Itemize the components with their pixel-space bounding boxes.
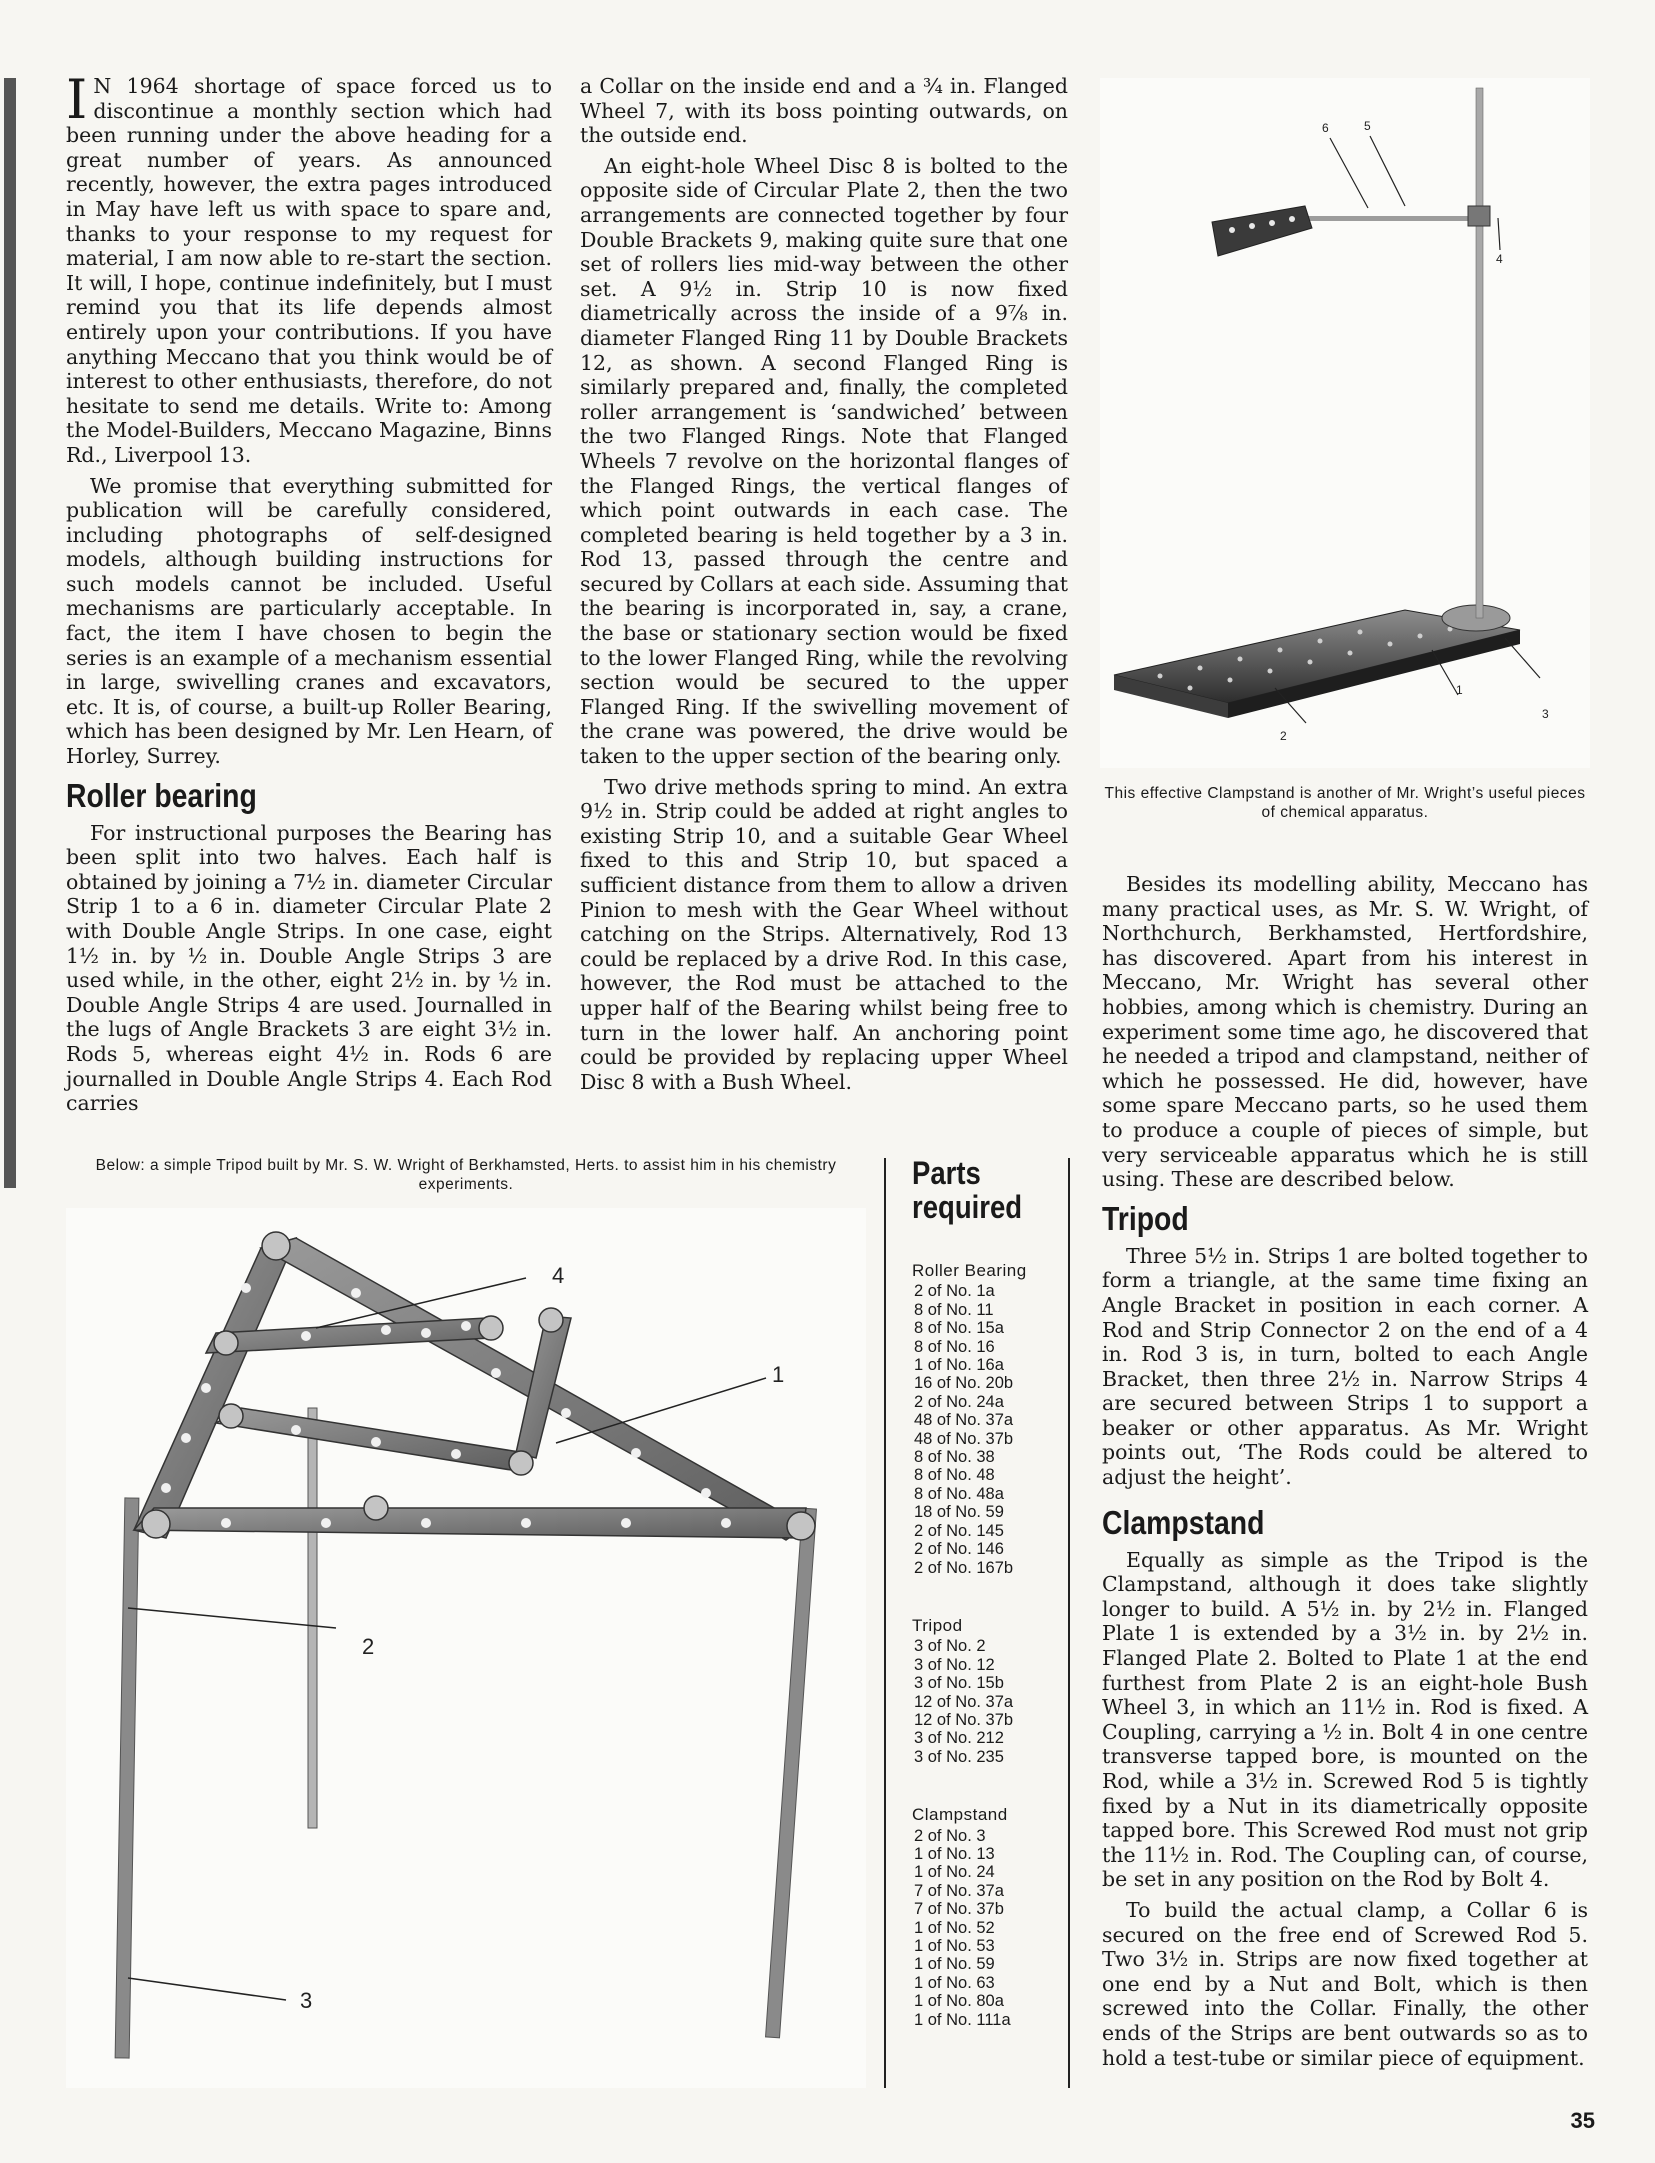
parts-item: 2 of No. 145 — [914, 1521, 1004, 1540]
tripod-illustration — [66, 1208, 866, 2088]
parts-divider-right — [1068, 1158, 1070, 2088]
parts-item: 1 of No. 80a — [914, 1992, 1004, 2011]
drop-cap: I — [66, 68, 88, 131]
parts-item: 16 of No. 20b — [914, 1374, 1014, 1393]
parts-item: 1 of No. 13 — [914, 1844, 995, 1863]
parts-item: 2 of No. 167b — [914, 1558, 1014, 1577]
callout-label: 1 — [772, 1362, 785, 1387]
paragraph: a Collar on the inside end and a ¾ in. Flanged Wheel 7, with its boss pointing outwards, on the outside end. — [580, 74, 1068, 148]
callout-label: 2 — [1280, 729, 1287, 743]
paragraph: Two drive methods spring to mind. An extra 9½ in. Strip could be added at right angles to existing Strip 10, and a suitable Gear Wheel fixed to this and Strip 10, but spaced a sufficient distance from them to allow a driven Pinion to mesh with the Gear Wheel without catching on the Strips. Alternatively, Rod 13 could be replaced by a drive Rod. In this case, however, the Rod must be attached to the upper half of the Bearing whilst being free to turn in the lower half. An anchoring point could be provided by replacing upper Wheel Disc 8 with a Bush Wheel. — [580, 774, 1068, 1094]
parts-item: 3 of No. 235 — [914, 1747, 1004, 1766]
callout-label: 4 — [1496, 252, 1503, 266]
section-heading-roller-bearing: Roller bearing — [66, 776, 257, 814]
parts-item: 1 of No. 52 — [914, 1918, 995, 1937]
parts-divider-left — [884, 1158, 886, 2088]
parts-item: 48 of No. 37b — [914, 1429, 1014, 1448]
parts-item: 8 of No. 48a — [914, 1484, 1004, 1503]
clampstand-photo — [1100, 78, 1590, 768]
tripod-photo — [66, 1208, 866, 2088]
right-column — [1102, 872, 1588, 2076]
parts-group-title: Tripod — [912, 1615, 963, 1635]
middle-column — [580, 74, 1068, 1100]
section-heading-tripod: Tripod — [1102, 1199, 1189, 1237]
callout-label: 2 — [362, 1634, 375, 1659]
parts-item: 8 of No. 38 — [914, 1448, 995, 1467]
parts-item: 8 of No. 11 — [914, 1300, 994, 1319]
parts-item: 8 of No. 48 — [914, 1466, 995, 1485]
parts-item: 1 of No. 24 — [914, 1863, 995, 1882]
paragraph: An eight-hole Wheel Disc 8 is bolted to the opposite side of Circular Plate 2, then the two arrangements are connected together by four Double Brackets 9, making quite sure that one set of rollers lies mid-way between the other set. A 9½ in. Strip 10 is now fixed diametrically across the inside of a 9⅞ in. diameter Flanged Ring 11 by Double Brackets 12, as shown. A second Flanged Ring is similarly prepared and, finally, the completed roller arrangement is ‘sandwiched’ between the two Flanged Rings. Note that Flanged Wheels 7 revolve on the horizontal flanges of the Flanged Rings, the vertical flanges of which point outwards in each case. The completed bearing is held together by a 3 in. Rod 13, passed through the centre and secured by Collars at each side. Assuming that the bearing is incorporated in, say, a crane, the base or stationary section would be fixed to the lower Flanged Ring, while the revolving section would be secured to the upper Flanged Ring. If the swivelling movement of the crane was powered, the drive would be taken to the upper section of the bearing only. — [580, 153, 1069, 769]
left-column — [66, 68, 552, 1122]
parts-item: 2 of No. 24a — [914, 1392, 1004, 1411]
margin-bar — [4, 78, 16, 1188]
parts-item: 8 of No. 15a — [914, 1319, 1004, 1338]
callout-label: 3 — [300, 1988, 313, 2013]
parts-item: 8 of No. 16 — [914, 1337, 995, 1356]
clampstand-illustration — [1100, 78, 1590, 768]
parts-item: 2 of No. 3 — [914, 1826, 986, 1845]
paragraph: We promise that everything submitted for publication will be carefully considered, including photographs of self-designed models, although building instructions for such models cannot be included. Useful mechanisms are particularly acceptable. In fact, the item I have chosen to begin the series is an example of a mechanism essential in large, swivelling cranes and excavators, etc. It is, of course, a built-up Roller Bearing, which has been designed by Mr. Len Hearn, of Horley, Surrey. — [66, 473, 552, 769]
callout-label: 3 — [1542, 707, 1549, 721]
parts-group-title: Clampstand — [912, 1805, 1008, 1825]
intro-paragraph: I N 1964 shortage of space forced us to discontinue a monthly section which had been running under the above heading for a great number of years. As announced recently, however, the extra pages introduced in May have left us with space to spare and, thanks to your response to my request for material, I am now able to re-start the section. It will, I hope, continue indefinitely, but I must remind you that its life depends almost entirely upon your contributions. If you have anything Meccano that you think would be of interest to other enthusiasts, therefore, do not hesitate to send me details. Write to: Among the Model-Builders, Meccano Magazine, Binns Rd., Liverpool 13. — [66, 68, 552, 467]
page-number: 35 — [1570, 2108, 1595, 2133]
section-heading-clampstand: Clampstand — [1102, 1503, 1265, 1541]
parts-group-tripod — [912, 1617, 1062, 1766]
paragraph: Three 5½ in. Strips 1 are bolted together to form a triangle, at the same time fixing an Angle Bracket in position in each corner. A Rod and Strip Connector 2 on the end of a 4 in. Rod 3 is, in turn, bolted to each Angle Bracket, then three 2½ in. Narrow Strips 4 are secured between Strips 1 to support a beaker or other apparatus. As Mr. Wright points out, ‘The Rods could be altered to adjust the height’. — [1102, 1243, 1588, 1490]
parts-item: 1 of No. 16a — [914, 1356, 1004, 1375]
parts-item: 1 of No. 63 — [914, 1973, 995, 1992]
parts-item: 2 of No. 1a — [914, 1282, 995, 1301]
parts-item: 3 of No. 15b — [914, 1674, 1004, 1693]
clampstand-caption: This effective Clampstand is another of Mr. Wright’s useful pieces of chemical apparatus. — [1104, 785, 1586, 821]
callout-label: 1 — [1456, 683, 1463, 697]
parts-item: 12 of No. 37b — [914, 1710, 1014, 1729]
parts-list — [912, 1262, 1062, 2069]
paragraph: Besides its modelling ability, Meccano has many practical uses, as Mr. S. W. Wright, of Northchurch, Berkhamsted, Hertfordshire, has discovered. Apart from his interest in Meccano, Mr. Wright has several other hobbies, among which is chemistry. During an experiment some time ago, he discovered that he needed a tripod and clampstand, neither of which he possessed. He did, however, have some spare Meccano parts, so he used them to produce a couple of pieces of simple, but very serviceable apparatus which he is still using. These are described below. — [1102, 872, 1588, 1192]
parts-item: 3 of No. 212 — [914, 1729, 1004, 1748]
parts-item: 7 of No. 37b — [914, 1900, 1004, 1919]
paragraph: For instructional purposes the Bearing has been split into two halves. Each half is obtained by joining a 7½ in. diameter Circular Strip 1 to a 6 in. diameter Circular Plate 2 with Double Angle Strips. In one case, eight 1½ in. by ½ in. Double Angle Strips 3 are used while, in the other, eight 2½ in. by ½ in. Double Angle Strips 4 are used. Journalled in the lugs of Angle Brackets 3 are eight 3½ in. Rods 5, whereas eight 4½ in. Rods 6 are journalled in Double Angle Strips 4. Each Rod carries — [66, 820, 552, 1116]
tripod-caption: Below: a simple Tripod built by Mr. S. W. Wright of Berkhamsted, Herts. to assist him in his chemistry experiments. — [95, 1157, 837, 1193]
parts-group-title: Roller Bearing — [912, 1261, 1027, 1280]
callout-label: 4 — [552, 1263, 565, 1288]
parts-item: 48 of No. 37a — [914, 1411, 1014, 1430]
callout-label: 5 — [1364, 119, 1371, 133]
paragraph: To build the actual clamp, a Collar 6 is secured on the free end of Screwed Rod 5. Two 3½ in. Strips are now fixed together at one end by a Nut and Bolt, which is then screwed into the Collar. Finally, the other ends of the Strips are bent outwards so as to hold a test-tube or similar piece of equipment. — [1102, 1897, 1588, 2070]
parts-item: 3 of No. 2 — [914, 1637, 986, 1656]
parts-item: 2 of No. 146 — [914, 1540, 1004, 1559]
parts-item: 1 of No. 53 — [914, 1937, 995, 1955]
callout-label: 6 — [1322, 121, 1329, 135]
parts-item: 3 of No. 12 — [914, 1655, 995, 1674]
parts-group-roller-bearing — [912, 1262, 1062, 1577]
parts-group-clampstand — [912, 1806, 1062, 2029]
parts-required-title: Parts required — [912, 1155, 1023, 1225]
paragraph: Equally as simple as the Tripod is the Clampstand, although it does take slightly longer to build. A 5½ in. by 2½ in. Flanged Plate 1 is extended by a 3½ in. by 2½ in. Flanged Plate 2. Bolted to Plate 1 at the end furthest from Plate 2 is an eight-hole Bush Wheel 3, in which an 11½ in. Rod is fixed. A Coupling, carrying a ½ in. Bolt 4 in one centre transverse tapped bore, is mounted on the Rod, while a 3½ in. Screwed Rod 5 is tightly fixed by a Nut in its diametrically opposite tapped bore. This Screwed Rod must not grip the 11½ in. Rod. The Coupling can, of course, be set in any position on the Rod by Bolt 4. — [1102, 1547, 1588, 1892]
parts-item: 18 of No. 59 — [914, 1503, 1004, 1522]
parts-item: 1 of No. 111a — [914, 2010, 1011, 2029]
parts-item: 7 of No. 37a — [914, 1881, 1004, 1900]
parts-item: 1 of No. 59 — [914, 1955, 995, 1974]
parts-item: 12 of No. 37a — [914, 1692, 1014, 1711]
